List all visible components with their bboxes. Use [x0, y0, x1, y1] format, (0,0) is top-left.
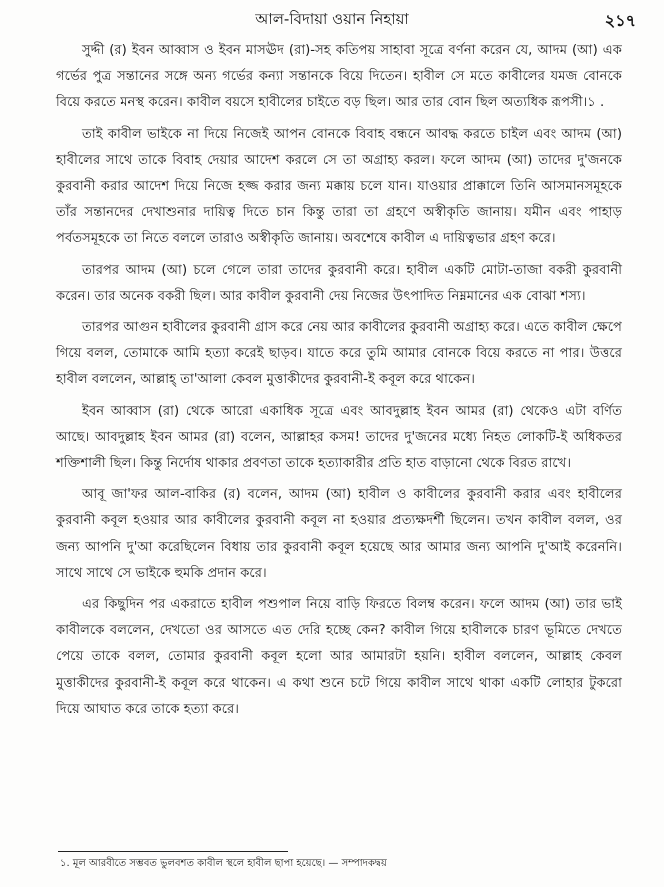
paragraph-3: তারপর আদম (আ) চলে গেলে তারা তাদের কুরবানী করে। হাবীল একটি মোটা-তাজা বকরী কুরবানী করেন। তার অনেক বকরী ছিল। আর কাবীল কুরবানী দেয় নিজের উৎপাদিত নিম্নমানের এক বোঝা শস্য।	[56, 262, 622, 304]
paragraph-6: আবূ জা'ফর আল-বাকির (র) বলেন, আদম (আ) হাবীল ও কাবীলের কুরবানী করার এবং হাবীলের কুরবানী কবূল হওয়ার আর কাবীলের কুরবানী কবূল না হওয়ার প্রত্যক্ষদর্শী ছিলেন। তখন কাবীল বলল, ওর জন্য আপনি দু'আ করেছিলেন বিধায় তার কুরবানী কবূল হয়েছে আর আমার জন্য আপনি দু'আই করেননি। সাথে সাথে সে ভাইকে হুমকি প্রদান করে।	[56, 487, 622, 581]
paragraph-7: এর কিছুদিন পর একরাতে হাবীল পশুপাল নিয়ে বাড়ি ফিরতে বিলম্ব করেন। ফলে আদম (আ) তার ভাই কাবীলকে বললেন, দেখতো ওর আসতে এত দেরি হচ্ছে কেন? কাবীল গিয়ে হাবীলকে চারণ ভূমিতে দেখতে পেয়ে তাকে বলল, তোমার কুরবানী কবূল হলো আর আমারটা হয়নি। হাবীল বললেন, আল্লাহ কেবল মুত্তাকীদের কুরবানী-ই কবূল করে থাকেন। এ কথা শুনে চটে গিয়ে কাবীল সাথে থাকা একটি লোহার টুকরো দিয়ে আঘাত করে তাকে হত্যা করে।	[56, 597, 622, 717]
paragraph-4: তারপর আগুন হাবীলের কুরবানী গ্রাস করে নেয় আর কাবীলের কুরবানী অগ্রাহ্য করে। এতে কাবীল ক্ষেপে গিয়ে বলল, তোমাকে আমি হত্যা করেই ছাড়ব। যাতে করে তুমি আমার বোনকে বিয়ে করতে না পার। উত্তরে হাবীল বললেন, আল্লাহ্ তা'আলা কেবল মুত্তাকীদের কুরবানী-ই কবূল করে থাকেন।	[56, 320, 622, 388]
page-number: ২১৭	[604, 11, 636, 30]
paragraph-2: তাই কাবীল ভাইকে না দিয়ে নিজেই আপন বোনকে বিবাহ বন্ধনে আবদ্ধ করতে চাইল এবং আদম (আ) হাবীলের সাথে তাকে বিবাহ দেয়ার আদেশ করলে সে তা অগ্রাহ্য করল। ফলে আদম (আ) তাদের দু'জনকে কুরবানী করার আদেশ দিয়ে নিজে হজ্জ করার জন্য মক্কায় চলে যান। যাওয়ার প্রাক্কালে তিনি আসমানসমূহকে তাঁর সন্তানদের দেখাশুনার দায়িত্ব দিতে চান কিন্তু তারা তা গ্রহণে অস্বীকৃতি জানায়। যমীন এবং পাহাড় পর্বতসমূহকে তা নিতে বললে তারাও অস্বীকৃতি জানায়। অবশেষে কাবীল এ দায়িত্বভার গ্রহণ করে।	[56, 126, 622, 247]
paragraph-5: ইবন আব্বাস (রা) থেকে আরো একাধিক সূত্রে এবং আবদুল্লাহ ইবন আমর (রা) থেকেও এটা বর্ণিত আছে। আবদুল্লাহ ইবন আমর (রা) বলেন, আল্লাহর কসম! তাদের দু'জনের মধ্যে নিহত লোকটি-ই অধিকতর শক্তিশালী ছিল। কিন্তু নির্দোষ থাকার প্রবণতা তাকে হত্যাকারীর প্রতি হাত বাড়ানো থেকে বিরত রাখে।	[56, 403, 622, 472]
running-title: আল-বিদায়া ওয়ান নিহায়া	[255, 10, 409, 28]
footnote: ১. মূল আরবীতে সম্ভবত ভুলবশত কাবীল স্থলে হাবীল ছাপা হয়েছে। — সম্পাদকদ্বয়	[60, 858, 387, 869]
footnote-divider	[58, 851, 288, 852]
paragraph-1: সুদ্দী (র) ইবন আব্বাস ও ইবন মাসঊদ (রা)-সহ কতিপয় সাহাবা সূত্রে বর্ণনা করেন যে, আদম (আ) এক গর্ভের পুত্র সন্তানের সঙ্গে অন্য গর্ভের কন্যা সন্তানকে বিয়ে দিতেন। হাবীল সে মতে কাবীলের যমজ বোনকে বিয়ে করতে মনস্থ করেন। কাবীল বয়সে হাবীলের চাইতে বড় ছিল। আর তার বোন ছিল অত্যধিক রূপসী।১ .	[56, 43, 622, 111]
body-text	[56, 38, 622, 728]
